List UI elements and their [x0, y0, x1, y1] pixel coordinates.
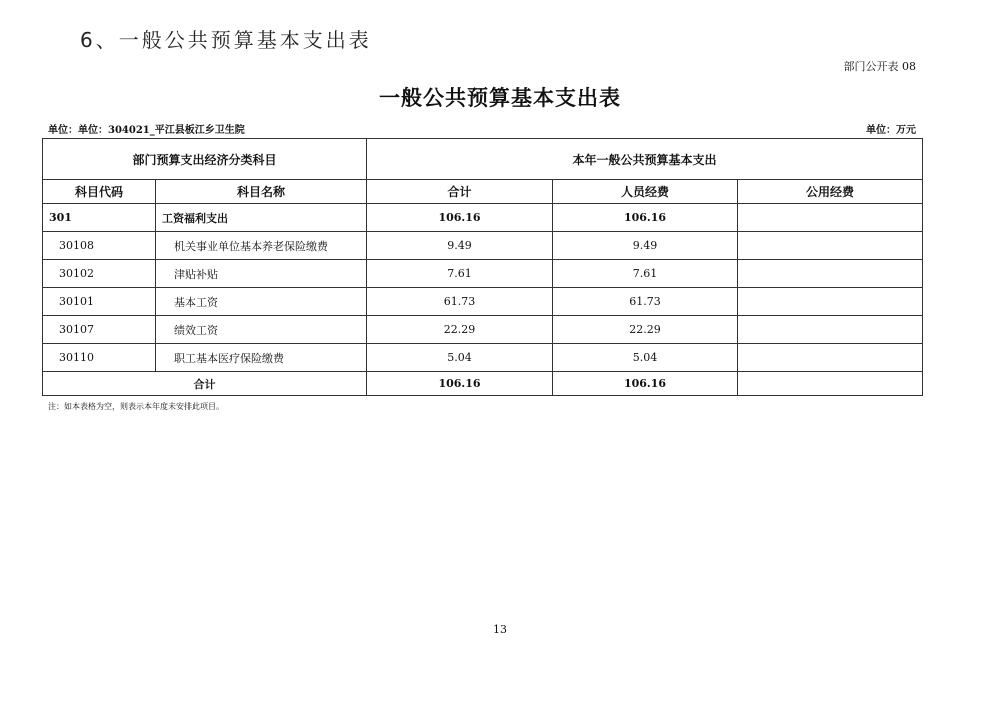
- row-name: 绩效工资: [156, 316, 367, 344]
- column-header-public: 公用经费: [738, 180, 923, 204]
- column-header-total: 合计: [367, 180, 553, 204]
- row-code: 30110: [43, 344, 156, 372]
- row-personnel: 106.16: [553, 204, 738, 232]
- table-row: [43, 232, 923, 260]
- row-total: 61.73: [367, 288, 553, 316]
- row-name: 基本工资: [156, 288, 367, 316]
- row-personnel: 9.49: [553, 232, 738, 260]
- row-personnel: 7.61: [553, 260, 738, 288]
- row-name: 工资福利支出: [156, 204, 367, 232]
- column-header-code: 科目代码: [43, 180, 156, 204]
- row-code: 30107: [43, 316, 156, 344]
- row-code: 30108: [43, 232, 156, 260]
- currency-unit: 单位：万元: [866, 125, 916, 136]
- table-note: 注：如本表格为空，则表示本年度未安排此项目。: [48, 402, 224, 411]
- table-row: [43, 316, 923, 344]
- table-row: [43, 288, 923, 316]
- table-row: [43, 260, 923, 288]
- form-number: 部门公开表 08: [843, 60, 916, 73]
- column-header-personnel: 人员经费: [553, 180, 738, 204]
- unit-name: 单位：单位：304021_平江县板江乡卫生院: [48, 125, 245, 136]
- row-public: [738, 288, 923, 316]
- row-public: [738, 316, 923, 344]
- row-name: 津贴补贴: [156, 260, 367, 288]
- page-number: 13: [493, 623, 507, 636]
- total-public: [738, 372, 923, 396]
- row-name: 职工基本医疗保险缴费: [156, 344, 367, 372]
- row-total: 22.29: [367, 316, 553, 344]
- row-public: [738, 232, 923, 260]
- total-personnel: 106.16: [553, 372, 738, 396]
- row-public: [738, 204, 923, 232]
- row-total: 5.04: [367, 344, 553, 372]
- table-row: [43, 344, 923, 372]
- row-total: 7.61: [367, 260, 553, 288]
- row-code: 301: [43, 204, 156, 232]
- row-public: [738, 260, 923, 288]
- row-code: 30102: [43, 260, 156, 288]
- total-label: 合计: [43, 372, 367, 396]
- table-column-header-row: [43, 180, 923, 204]
- row-name: 机关事业单位基本养老保险缴费: [156, 232, 367, 260]
- row-total: 106.16: [367, 204, 553, 232]
- table-row: [43, 204, 923, 232]
- group-header-basic-expenditure: 本年一般公共预算基本支出: [367, 139, 923, 180]
- column-header-name: 科目名称: [156, 180, 367, 204]
- row-code: 30101: [43, 288, 156, 316]
- row-personnel: 22.29: [553, 316, 738, 344]
- section-heading: 6、一般公共预算基本支出表: [80, 28, 372, 52]
- budget-table: [42, 138, 923, 396]
- total-sum: 106.16: [367, 372, 553, 396]
- row-personnel: 61.73: [553, 288, 738, 316]
- table-group-header-row: [43, 139, 923, 180]
- row-total: 9.49: [367, 232, 553, 260]
- page-title: 一般公共预算基本支出表: [379, 86, 621, 110]
- group-header-economic-classification: 部门预算支出经济分类科目: [43, 139, 367, 180]
- row-public: [738, 344, 923, 372]
- row-personnel: 5.04: [553, 344, 738, 372]
- table-total-row: [43, 372, 923, 396]
